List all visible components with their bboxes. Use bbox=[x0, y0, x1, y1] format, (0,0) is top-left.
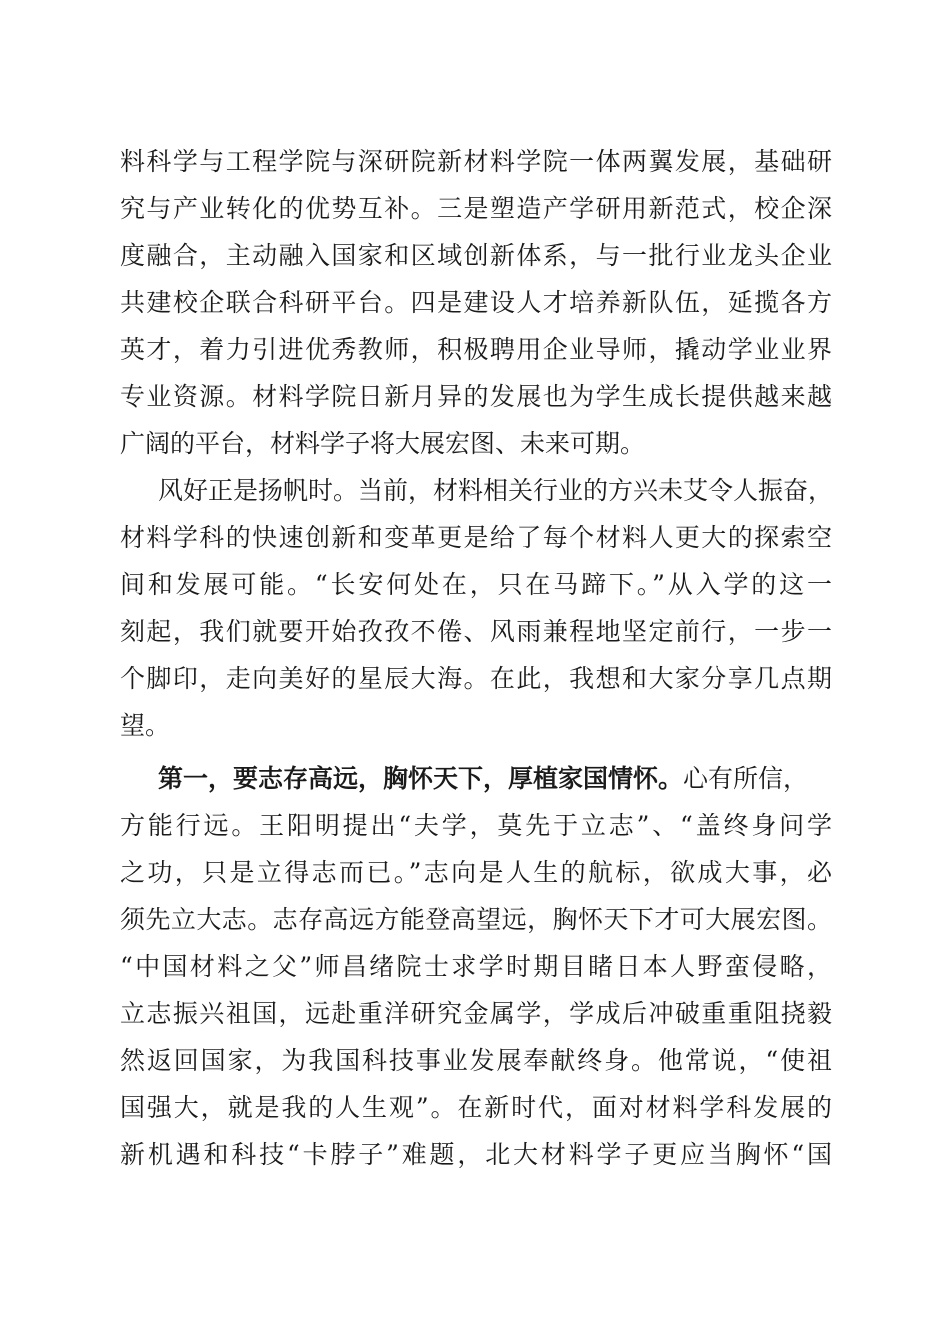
text-line: 然返回国家，为我国科技事业发展奉献终身。他常说，“使祖 bbox=[120, 1046, 832, 1075]
text-line: 共建校企联合科研平台。四是建设人才培养新队伍，延揽各方 bbox=[120, 288, 832, 317]
body-text bbox=[120, 138, 832, 1178]
paragraph-2 bbox=[120, 467, 832, 749]
text-line: 风好正是扬帆时。当前，材料相关行业的方兴未艾令人振奋， bbox=[158, 476, 834, 505]
text-line: 英才，着力引进优秀教师，积极聘用企业导师，撬动学业业界 bbox=[120, 335, 832, 364]
text-line: 国强大，就是我的人生观”。在新时代，面对材料学科发展的 bbox=[120, 1093, 832, 1122]
text-line: 材料学科的快速创新和变革更是给了每个材料人更大的探索空 bbox=[120, 523, 832, 552]
text-line: 究与产业转化的优势互补。三是塑造产学研用新范式，校企深 bbox=[120, 194, 832, 223]
text-line: “中国材料之父”师昌绪院士求学时期目睹日本人野蛮侵略， bbox=[120, 952, 832, 981]
text-line: 须先立大志。志存高远方能登高望远，胸怀天下才可大展宏图。 bbox=[120, 905, 832, 934]
text-line: 望。 bbox=[120, 711, 171, 740]
text-line: 广阔的平台，材料学子将大展宏图、未来可期。 bbox=[120, 429, 646, 458]
heading-line-rest: 心有所信， bbox=[683, 764, 809, 793]
text-line: 新机遇和科技“卡脖子”难题，北大材料学子更应当胸怀“国 bbox=[120, 1140, 832, 1169]
text-line: 刻起，我们就要开始孜孜不倦、风雨兼程地坚定前行，一步一 bbox=[120, 617, 832, 646]
text-line: 度融合，主动融入国家和区域创新体系，与一批行业龙头企业 bbox=[120, 241, 832, 270]
text-line: 个脚印，走向美好的星辰大海。在此，我想和大家分享几点期 bbox=[120, 664, 832, 693]
text-line: 方能行远。王阳明提出“夫学，莫先于立志”、“盖终身问学 bbox=[120, 811, 832, 840]
text-line: 之功，只是立得志而已。”志向是人生的航标，欲成大事，必 bbox=[120, 858, 832, 887]
paragraph-heading: 第一，要志存高远，胸怀天下，厚植家国情怀。 bbox=[158, 764, 684, 793]
text-line bbox=[120, 755, 832, 802]
text-line: 料科学与工程学院与深研院新材料学院一体两翼发展，基础研 bbox=[120, 147, 832, 176]
text-line: 间和发展可能。“长安何处在，只在马蹄下。”从入学的这一 bbox=[120, 570, 832, 599]
paragraph-3 bbox=[120, 755, 832, 1178]
text-line: 立志振兴祖国，远赴重洋研究金属学，学成后冲破重重阻挠毅 bbox=[120, 999, 832, 1028]
paragraph-1 bbox=[120, 138, 832, 467]
text-line: 专业资源。材料学院日新月异的发展也为学生成长提供越来越 bbox=[120, 382, 832, 411]
